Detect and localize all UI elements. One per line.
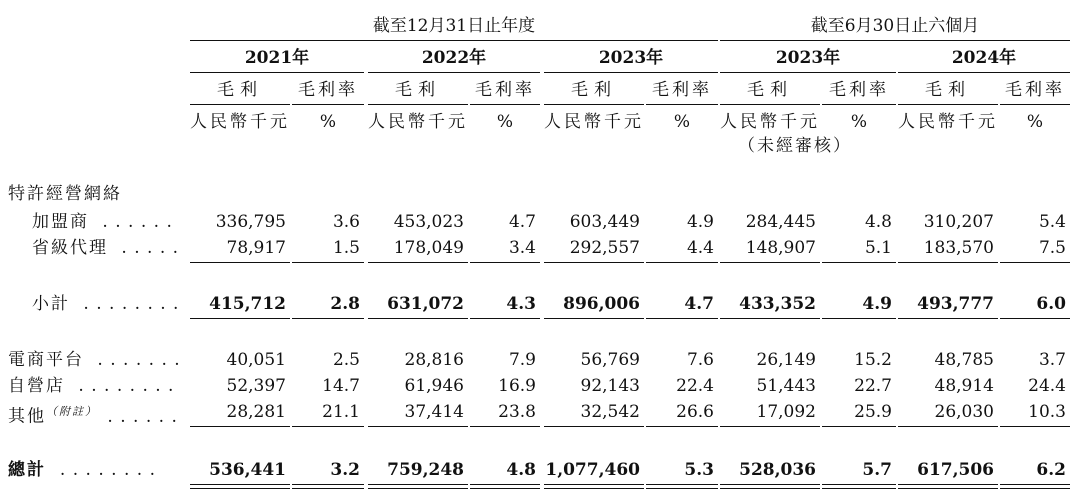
row-label-others: [8, 402, 178, 427]
row-label-franchisee: [32, 212, 173, 232]
cell-value: 14.7: [322, 376, 360, 396]
cell-value: 6.2: [1036, 460, 1066, 480]
year-header-2024-h1: 2024年: [951, 48, 1017, 68]
double-underline: [292, 484, 364, 489]
unit-pct: %: [496, 112, 514, 132]
leader-dots: . . . . . . . .: [59, 460, 156, 480]
sum-line: [898, 426, 998, 427]
note-reference: （附註）: [46, 405, 98, 418]
divider: [292, 104, 364, 105]
row-label-text: 總計: [8, 460, 46, 480]
leader-dots: . . . . . . . .: [83, 294, 180, 314]
double-underline: [470, 484, 540, 489]
sum-line: [470, 262, 540, 263]
cell-value: 7.6: [686, 350, 714, 370]
cell-value: 52,397: [226, 376, 286, 396]
cell-value: 3.7: [1038, 350, 1066, 370]
row-label-text: 自營店: [8, 376, 65, 396]
divider: [898, 72, 1070, 73]
col-profit-header: 毛利: [217, 80, 263, 100]
cell-value: 1.5: [332, 238, 360, 258]
col-profit-header: 毛利: [571, 80, 617, 100]
sum-line: [544, 262, 644, 263]
cell-value: 32,542: [580, 402, 640, 422]
sum-line: [822, 262, 896, 263]
cell-value: 4.3: [506, 294, 536, 314]
year-header-2023: 2023年: [598, 48, 664, 68]
cell-value: 22.4: [676, 376, 714, 396]
cell-value: 617,506: [917, 460, 994, 480]
leader-dots: . . . . . .: [102, 212, 173, 232]
divider: [544, 72, 718, 73]
row-label-provincial: [32, 238, 179, 258]
cell-value: 493,777: [917, 294, 994, 314]
cell-value: 48,914: [934, 376, 994, 396]
sum-line: [368, 426, 468, 427]
cell-value: 1,077,460: [545, 460, 640, 480]
cell-value: 5.4: [1038, 212, 1066, 232]
leader-dots: . . . . .: [121, 238, 180, 258]
cell-value: 78,917: [226, 238, 286, 258]
sum-line: [368, 318, 468, 319]
divider: [646, 104, 718, 105]
cell-value: 603,449: [569, 212, 640, 232]
cell-value: 92,143: [580, 376, 640, 396]
unit-pct: %: [673, 112, 691, 132]
period-year-header: 截至12月31日止年度: [372, 16, 536, 36]
sum-line: [720, 318, 820, 319]
col-margin-header: 毛利率: [829, 80, 889, 100]
divider: [190, 104, 290, 105]
row-label-selfstore: [8, 376, 174, 396]
cell-value: 183,570: [923, 238, 994, 258]
cell-value: 25.9: [854, 402, 892, 422]
divider: [720, 104, 820, 105]
divider: [1000, 104, 1070, 105]
cell-value: 51,443: [756, 376, 816, 396]
cell-value: 48,785: [934, 350, 994, 370]
sum-line: [720, 426, 820, 427]
cell-value: 61,946: [404, 376, 464, 396]
col-profit-header: 毛利: [395, 80, 441, 100]
divider: [898, 104, 998, 105]
col-margin-header: 毛利率: [298, 80, 358, 100]
cell-value: 7.9: [508, 350, 536, 370]
double-underline: [190, 484, 290, 489]
unit-rmb: 人民幣千元: [190, 112, 290, 132]
col-margin-header: 毛利率: [475, 80, 535, 100]
row-label-text: 其他: [8, 406, 46, 427]
cell-value: 4.7: [684, 294, 714, 314]
row-label-text: 省級代理: [32, 238, 108, 258]
cell-value: 178,049: [393, 238, 464, 258]
cell-value: 4.9: [862, 294, 892, 314]
cell-value: 28,816: [404, 350, 464, 370]
cell-value: 433,352: [739, 294, 816, 314]
double-underline: [646, 484, 718, 489]
cell-value: 17,092: [756, 402, 816, 422]
cell-value: 415,712: [209, 294, 286, 314]
cell-value: 4.4: [686, 238, 714, 258]
cell-value: 3.6: [332, 212, 360, 232]
cell-value: 2.5: [332, 350, 360, 370]
divider: [190, 40, 718, 41]
col-profit-header: 毛利: [925, 80, 971, 100]
double-underline: [544, 484, 644, 489]
divider: [720, 72, 896, 73]
row-label-text: 電商平台: [8, 350, 84, 370]
cell-value: 896,006: [563, 294, 640, 314]
double-underline: [720, 484, 820, 489]
year-header-2021: 2021年: [244, 48, 310, 68]
row-label-ecommerce: [8, 350, 181, 370]
cell-value: 631,072: [387, 294, 464, 314]
cell-value: 5.3: [684, 460, 714, 480]
sum-line: [544, 426, 644, 427]
cell-value: 148,907: [745, 238, 816, 258]
cell-value: 16.9: [498, 376, 536, 396]
cell-value: 4.7: [508, 212, 536, 232]
unit-pct: %: [1026, 112, 1044, 132]
sum-line: [190, 318, 290, 319]
sum-line: [720, 262, 820, 263]
cell-value: 759,248: [387, 460, 464, 480]
cell-value: 40,051: [226, 350, 286, 370]
divider: [190, 72, 364, 73]
sum-line: [822, 426, 896, 427]
sum-line: [292, 426, 364, 427]
row-label-subtotal: [32, 294, 179, 314]
double-underline: [1000, 484, 1070, 489]
unit-rmb: 人民幣千元: [898, 112, 998, 132]
cell-value: 26,149: [756, 350, 816, 370]
double-underline: [898, 484, 998, 489]
unaudited-note: （未經審核）: [738, 136, 852, 156]
sum-line: [646, 426, 718, 427]
cell-value: 21.1: [322, 402, 360, 422]
sum-line: [898, 318, 998, 319]
cell-value: 24.4: [1028, 376, 1066, 396]
sum-line: [292, 262, 364, 263]
divider: [470, 104, 540, 105]
sum-line: [646, 262, 718, 263]
divider: [368, 104, 468, 105]
cell-value: 5.7: [862, 460, 892, 480]
cell-value: 3.2: [330, 460, 360, 480]
sum-line: [292, 318, 364, 319]
row-label-text: 加盟商: [32, 212, 89, 232]
cell-value: 15.2: [854, 350, 892, 370]
sum-line: [544, 318, 644, 319]
sum-line: [898, 262, 998, 263]
year-header-2023-h1: 2023年: [775, 48, 841, 68]
cell-value: 4.9: [686, 212, 714, 232]
double-underline: [822, 484, 896, 489]
col-margin-header: 毛利率: [652, 80, 712, 100]
sum-line: [190, 426, 290, 427]
cell-value: 284,445: [745, 212, 816, 232]
sum-line: [470, 426, 540, 427]
double-underline: [368, 484, 468, 489]
cell-value: 7.5: [1038, 238, 1066, 258]
divider: [822, 104, 896, 105]
cell-value: 56,769: [580, 350, 640, 370]
divider: [544, 104, 644, 105]
cell-value: 28,281: [226, 402, 286, 422]
sum-line: [1000, 262, 1070, 263]
cell-value: 2.8: [330, 294, 360, 314]
cell-value: 3.4: [508, 238, 536, 258]
col-profit-header: 毛利: [747, 80, 793, 100]
cell-value: 310,207: [923, 212, 994, 232]
cell-value: 292,557: [569, 238, 640, 258]
cell-value: 10.3: [1028, 402, 1066, 422]
sum-line: [470, 318, 540, 319]
section-franchise-label: 特許經營網絡: [8, 184, 122, 204]
sum-line: [822, 318, 896, 319]
sum-line: [190, 262, 290, 263]
divider: [368, 72, 540, 73]
leader-dots: . . . . . . .: [97, 350, 181, 370]
cell-value: 528,036: [739, 460, 816, 480]
row-label-total: [8, 460, 156, 480]
cell-value: 336,795: [215, 212, 286, 232]
cell-value: 5.1: [864, 238, 892, 258]
leader-dots: . . . . . .: [107, 406, 178, 427]
cell-value: 6.0: [1036, 294, 1066, 314]
sum-line: [368, 262, 468, 263]
cell-value: 26,030: [934, 402, 994, 422]
cell-value: 26.6: [676, 402, 714, 422]
cell-value: 22.7: [854, 376, 892, 396]
cell-value: 453,023: [393, 212, 464, 232]
cell-value: 4.8: [864, 212, 892, 232]
sum-line: [646, 318, 718, 319]
period-half-header: 截至6月30日止六個月: [810, 16, 980, 36]
row-label-text: 小計: [32, 294, 70, 314]
divider: [720, 40, 1070, 41]
cell-value: 536,441: [209, 460, 286, 480]
year-header-2022: 2022年: [421, 48, 487, 68]
sum-line: [1000, 426, 1070, 427]
cell-value: 23.8: [498, 402, 536, 422]
sum-line: [1000, 318, 1070, 319]
unit-rmb: 人民幣千元: [368, 112, 468, 132]
col-margin-header: 毛利率: [1005, 80, 1065, 100]
cell-value: 4.8: [506, 460, 536, 480]
leader-dots: . . . . . . . .: [78, 376, 175, 396]
unit-pct: %: [850, 112, 868, 132]
unit-rmb: 人民幣千元: [720, 112, 820, 132]
cell-value: 37,414: [404, 402, 464, 422]
unit-rmb: 人民幣千元: [544, 112, 644, 132]
unit-pct: %: [319, 112, 337, 132]
